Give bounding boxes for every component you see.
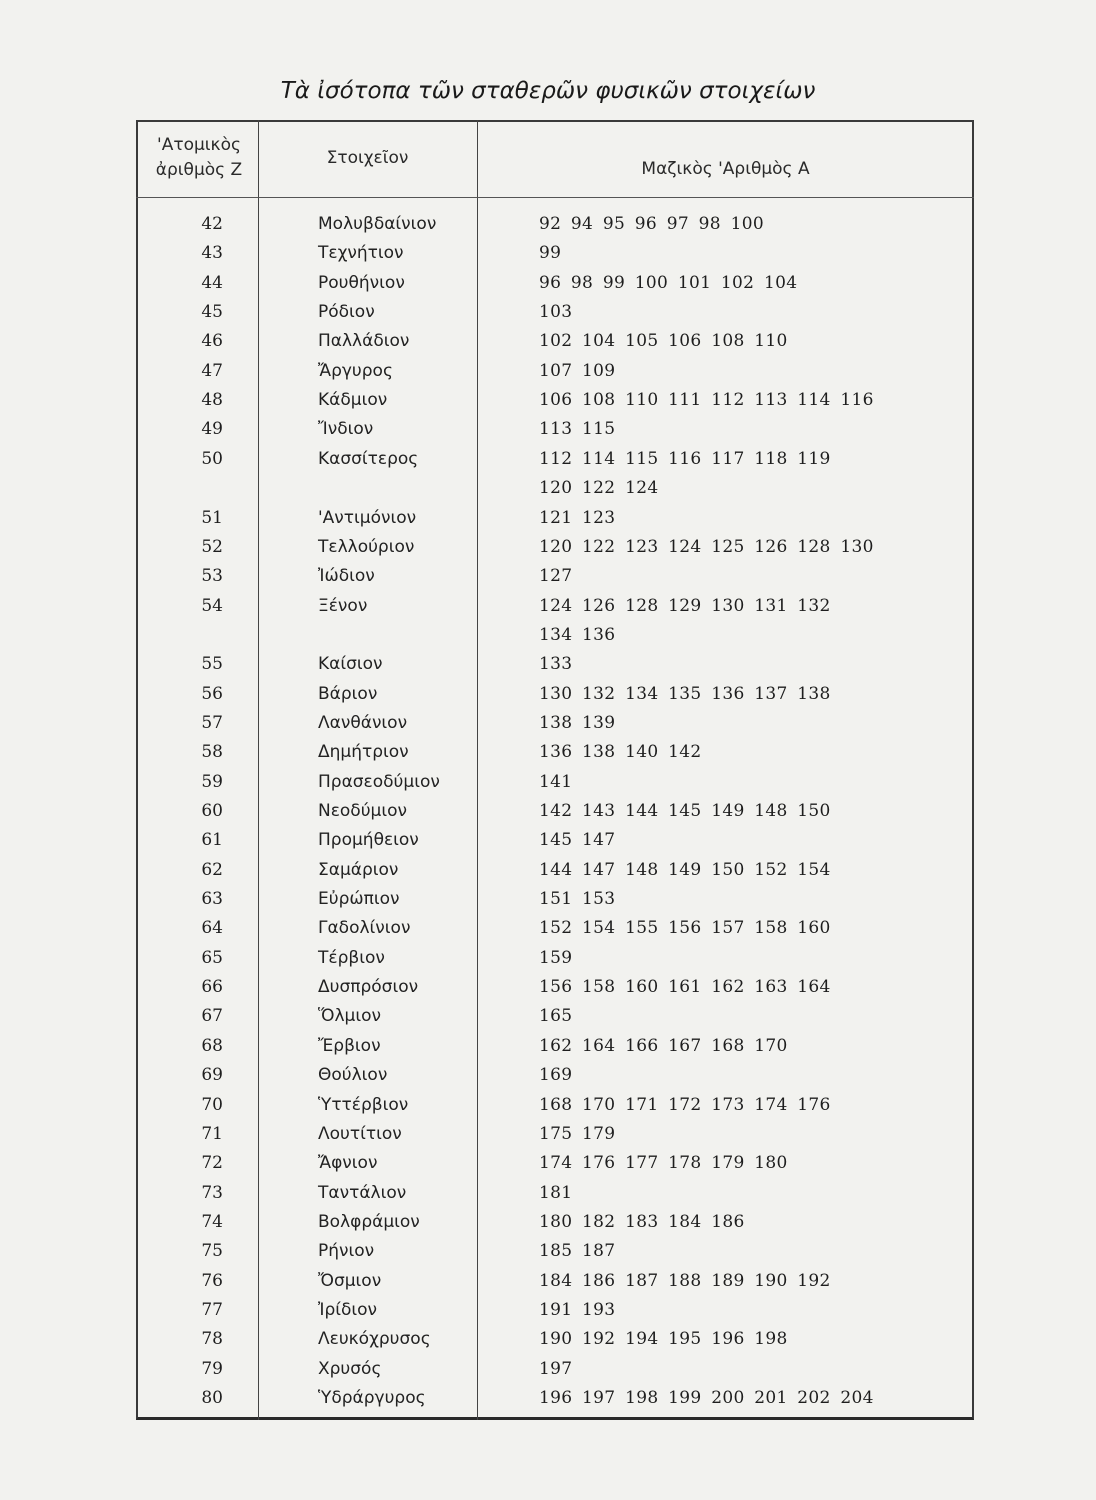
atomic-number-cell: 68 [201, 1036, 223, 1056]
atomic-number-cell: 67 [201, 1006, 223, 1026]
header-atomic-number [140, 133, 258, 183]
mass-numbers-cell: 103 [539, 302, 573, 322]
table-row [0, 1004, 1096, 1028]
mass-numbers-cell: 180 182 183 184 186 [539, 1212, 745, 1232]
element-name-cell: Κάδμιον [318, 390, 388, 410]
atomic-number-cell: 55 [201, 654, 223, 674]
element-name-cell: Καίσιον [318, 654, 383, 674]
element-name-cell: Ὑδράργυρος [318, 1388, 426, 1408]
element-name-cell: Ρόδιον [318, 302, 375, 322]
header-mass-number: Μαζικὸς 'Αριθμὸς A [641, 159, 810, 179]
element-name-cell: Θούλιον [318, 1065, 388, 1085]
mass-numbers-cell: 124 126 128 129 130 131 132 [539, 596, 831, 616]
atomic-number-cell: 61 [201, 830, 223, 850]
element-name-cell: Βολφράμιον [318, 1212, 420, 1232]
mass-numbers-cell: 169 [539, 1065, 573, 1085]
mass-numbers-cell: 99 [539, 243, 562, 263]
mass-numbers-cell: 181 [539, 1183, 573, 1203]
atomic-number-cell: 47 [201, 361, 223, 381]
atomic-number-cell: 66 [201, 977, 223, 997]
mass-numbers-cell: 152 154 155 156 157 158 160 [539, 918, 831, 938]
atomic-number-cell: 79 [201, 1359, 223, 1379]
atomic-number-cell: 43 [201, 243, 223, 263]
element-name-cell: Ξένον [318, 596, 368, 616]
element-name-cell: Τελλούριον [318, 537, 415, 557]
table-row [0, 476, 1096, 500]
element-name-cell: Γαδολίνιον [318, 918, 411, 938]
mass-numbers-cell: 175 179 [539, 1124, 616, 1144]
table-row [0, 1181, 1096, 1205]
element-name-cell: Ὄσμιον [318, 1271, 382, 1291]
element-name-cell: Ὑττέρβιον [318, 1095, 409, 1115]
mass-numbers-cell: 141 [539, 772, 573, 792]
mass-numbers-cell: 106 108 110 111 112 113 114 116 [539, 390, 874, 410]
atomic-number-cell: 78 [201, 1329, 223, 1349]
mass-numbers-cell: 120 122 123 124 125 126 128 130 [539, 537, 874, 557]
element-name-cell: Λευκόχρυσος [318, 1329, 431, 1349]
table-row [0, 1269, 1096, 1293]
mass-numbers-cell: 127 [539, 566, 573, 586]
table-row [0, 623, 1096, 647]
atomic-number-cell: 60 [201, 801, 223, 821]
element-name-cell: Ἄργυρος [318, 361, 393, 381]
atomic-number-cell: 57 [201, 713, 223, 733]
element-name-cell: Λουτίτιον [318, 1124, 402, 1144]
mass-numbers-cell: 159 [539, 948, 573, 968]
table-row [0, 1122, 1096, 1146]
atomic-number-cell: 74 [201, 1212, 223, 1232]
element-name-cell: Δημήτριον [318, 742, 409, 762]
mass-numbers-cell: 134 136 [539, 625, 616, 645]
atomic-number-cell: 42 [201, 214, 223, 234]
mass-numbers-cell: 162 164 166 167 168 170 [539, 1036, 788, 1056]
table-row [0, 1034, 1096, 1058]
table-row [0, 711, 1096, 735]
table-row [0, 447, 1096, 471]
atomic-number-cell: 80 [201, 1388, 223, 1408]
table-row [0, 388, 1096, 412]
table-row [0, 564, 1096, 588]
element-name-cell: Εὐρώπιον [318, 889, 400, 909]
header-element: Στοιχεῖον [326, 148, 409, 168]
table-row [0, 858, 1096, 882]
element-name-cell: Ρουθήνιον [318, 273, 405, 293]
element-name-cell: Μολυβδαίνιον [318, 214, 437, 234]
atomic-number-cell: 70 [201, 1095, 223, 1115]
table-row [0, 916, 1096, 940]
table-row [0, 300, 1096, 324]
atomic-number-cell: 56 [201, 684, 223, 704]
table-row [0, 1298, 1096, 1322]
atomic-number-cell: 73 [201, 1183, 223, 1203]
mass-numbers-cell: 184 186 187 188 189 190 192 [539, 1271, 831, 1291]
table-row [0, 770, 1096, 794]
table-row [0, 417, 1096, 441]
element-name-cell: Τεχνήτιον [318, 243, 404, 263]
table-row [0, 740, 1096, 764]
element-name-cell: Πρασεοδύμιον [318, 772, 440, 792]
atomic-number-cell: 63 [201, 889, 223, 909]
atomic-number-cell: 49 [201, 419, 223, 439]
element-name-cell: Ἰώδιον [318, 566, 375, 586]
table-row [0, 271, 1096, 295]
table-row [0, 975, 1096, 999]
table-row [0, 1357, 1096, 1381]
mass-numbers-cell: 133 [539, 654, 573, 674]
atomic-number-cell: 44 [201, 273, 223, 293]
element-name-cell: Κασσίτερος [318, 449, 419, 469]
element-name-cell: Ταντάλιον [318, 1183, 407, 1203]
element-name-cell: Βάριον [318, 684, 378, 704]
table-row [0, 1093, 1096, 1117]
element-name-cell: Δυσπρόσιον [318, 977, 419, 997]
table-row [0, 887, 1096, 911]
mass-numbers-cell: 138 139 [539, 713, 616, 733]
mass-numbers-cell: 107 109 [539, 361, 616, 381]
element-name-cell: Ὅλμιον [318, 1006, 382, 1026]
mass-numbers-cell: 185 187 [539, 1241, 616, 1261]
mass-numbers-cell: 130 132 134 135 136 137 138 [539, 684, 831, 704]
mass-numbers-cell: 191 193 [539, 1300, 616, 1320]
table-row [0, 652, 1096, 676]
atomic-number-cell: 64 [201, 918, 223, 938]
atomic-number-cell: 77 [201, 1300, 223, 1320]
header-atomic-number-line1: 'Ατομικὸς [157, 135, 241, 155]
atomic-number-cell: 72 [201, 1153, 223, 1173]
mass-numbers-cell: 112 114 115 116 117 118 119 [539, 449, 831, 469]
table-row [0, 1210, 1096, 1234]
mass-numbers-cell: 168 170 171 172 173 174 176 [539, 1095, 831, 1115]
mass-numbers-cell: 151 153 [539, 889, 616, 909]
element-name-cell: Ἔρβιον [318, 1036, 381, 1056]
element-name-cell: Τέρβιον [318, 948, 385, 968]
atomic-number-cell: 62 [201, 860, 223, 880]
mass-numbers-cell: 165 [539, 1006, 573, 1026]
table-row [0, 1063, 1096, 1087]
table-row [0, 535, 1096, 559]
mass-numbers-cell: 197 [539, 1359, 573, 1379]
mass-numbers-cell: 96 98 99 100 101 102 104 [539, 273, 798, 293]
header-divider [136, 197, 974, 198]
table-row [0, 241, 1096, 265]
atomic-number-cell: 46 [201, 331, 223, 351]
atomic-number-cell: 52 [201, 537, 223, 557]
atomic-number-cell: 45 [201, 302, 223, 322]
mass-numbers-cell: 156 158 160 161 162 163 164 [539, 977, 831, 997]
atomic-number-cell: 59 [201, 772, 223, 792]
element-name-cell: Ρήνιον [318, 1241, 375, 1261]
atomic-number-cell: 69 [201, 1065, 223, 1085]
element-name-cell: Λανθάνιον [318, 713, 408, 733]
element-name-cell: Ἄφνιον [318, 1153, 378, 1173]
table-row [0, 359, 1096, 383]
header-atomic-number-line2: ἀριθμὸς Z [155, 160, 243, 180]
atomic-number-cell: 51 [201, 508, 223, 528]
atomic-number-cell: 58 [201, 742, 223, 762]
table-row [0, 682, 1096, 706]
mass-numbers-cell: 136 138 140 142 [539, 742, 702, 762]
mass-numbers-cell: 174 176 177 178 179 180 [539, 1153, 788, 1173]
mass-numbers-cell: 145 147 [539, 830, 616, 850]
table-row [0, 212, 1096, 236]
mass-numbers-cell: 120 122 124 [539, 478, 659, 498]
atomic-number-cell: 50 [201, 449, 223, 469]
mass-numbers-cell: 142 143 144 145 149 148 150 [539, 801, 831, 821]
element-name-cell: Ἰρίδιον [318, 1300, 378, 1320]
table-row [0, 1151, 1096, 1175]
page-title: Τὰ ἰσότοπα τῶν σταθερῶν φυσικῶν στοιχείων [280, 78, 816, 104]
table-row [0, 1386, 1096, 1410]
table-row [0, 828, 1096, 852]
atomic-number-cell: 48 [201, 390, 223, 410]
table-row [0, 594, 1096, 618]
table-row [0, 329, 1096, 353]
table-row [0, 1239, 1096, 1263]
mass-numbers-cell: 196 197 198 199 200 201 202 204 [539, 1388, 874, 1408]
table-row [0, 1327, 1096, 1351]
table-row [0, 506, 1096, 530]
atomic-number-cell: 65 [201, 948, 223, 968]
element-name-cell: Χρυσός [318, 1359, 382, 1379]
mass-numbers-cell: 190 192 194 195 196 198 [539, 1329, 788, 1349]
table-row [0, 946, 1096, 970]
table-row [0, 799, 1096, 823]
mass-numbers-cell: 144 147 148 149 150 152 154 [539, 860, 831, 880]
element-name-cell: Σαμάριον [318, 860, 399, 880]
element-name-cell: Νεοδύμιον [318, 801, 408, 821]
element-name-cell: 'Αντιμόνιον [318, 508, 417, 528]
element-name-cell: Παλλάδιον [318, 331, 410, 351]
element-name-cell: Προμήθειον [318, 830, 419, 850]
atomic-number-cell: 53 [201, 566, 223, 586]
mass-numbers-cell: 113 115 [539, 419, 616, 439]
mass-numbers-cell: 92 94 95 96 97 98 100 [539, 214, 764, 234]
atomic-number-cell: 76 [201, 1271, 223, 1291]
mass-numbers-cell: 102 104 105 106 108 110 [539, 331, 788, 351]
element-name-cell: Ἴνδιον [318, 419, 374, 439]
mass-numbers-cell: 121 123 [539, 508, 616, 528]
atomic-number-cell: 75 [201, 1241, 223, 1261]
atomic-number-cell: 71 [201, 1124, 223, 1144]
atomic-number-cell: 54 [201, 596, 223, 616]
